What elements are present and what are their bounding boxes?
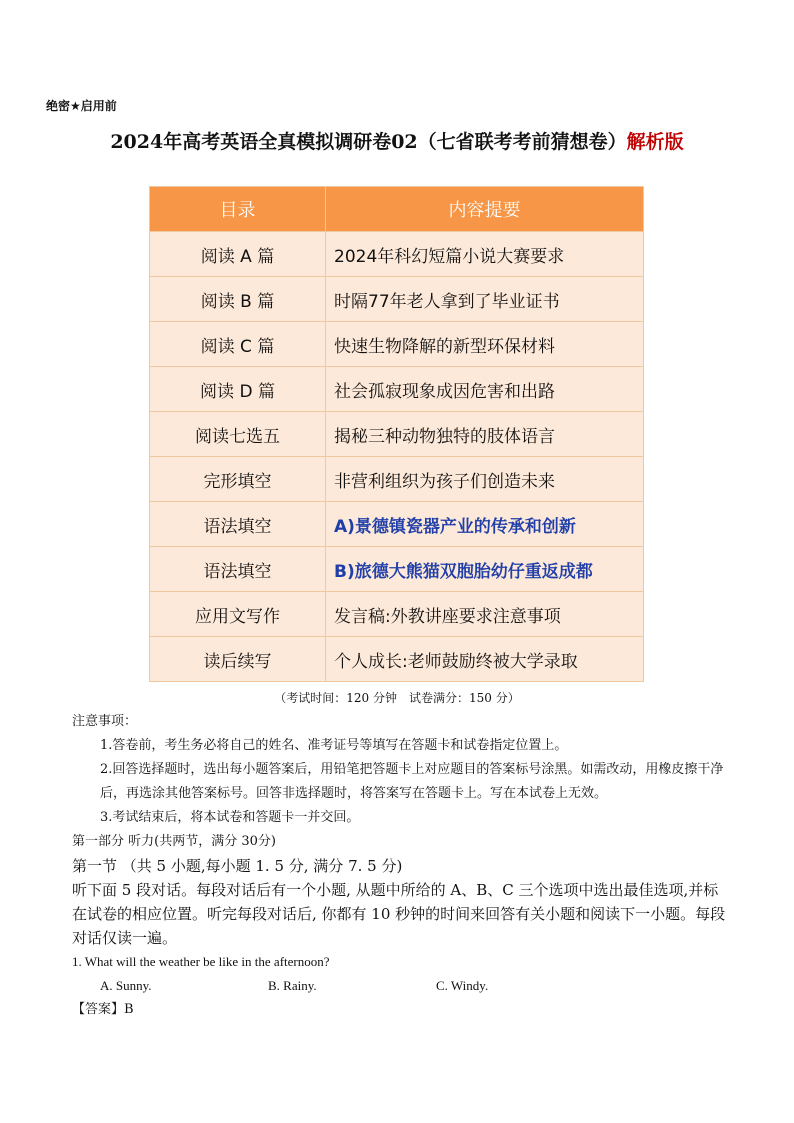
option-a: A. Sunny. bbox=[100, 978, 152, 993]
section-cell: 阅读 B 篇 bbox=[150, 277, 326, 322]
option-c: C. Windy. bbox=[436, 978, 489, 993]
part-heading: 第一部分 听力(共两节，满分 30分) bbox=[72, 834, 276, 849]
confidential-label: 绝密★启用前 bbox=[46, 99, 117, 113]
answer-line bbox=[72, 998, 732, 1022]
section-cell: 完形填空 bbox=[150, 457, 326, 502]
section-cell: 阅读 D 篇 bbox=[150, 367, 326, 412]
content-cell: B)旅德大熊猫双胞胎幼仔重返成都 bbox=[326, 547, 644, 592]
table-row bbox=[150, 457, 644, 502]
table-row bbox=[150, 637, 644, 682]
section-heading: 第一节 （共 5 小题,每小题 1. 5 分, 满分 7. 5 分) bbox=[72, 857, 403, 875]
section-cell: 阅读 C 篇 bbox=[150, 322, 326, 367]
content-cell: 非营利组织为孩子们创造未来 bbox=[326, 457, 644, 502]
table-row bbox=[150, 232, 644, 277]
question-stem: 1. What will the weather be like in the afternoon? bbox=[72, 954, 330, 969]
table-header-row bbox=[150, 187, 644, 232]
note-item: 2.回答选择题时，选出每小题答案后，用铅笔把答题卡上对应题目的答案标号涂黑。如需改动，用橡皮擦干净后，再选涂其他答案标号。回答非选择题时，将答案写在答题卡上。写在本试卷上无效。 bbox=[100, 762, 724, 801]
page-title bbox=[0, 127, 794, 154]
section-cell: 应用文写作 bbox=[150, 592, 326, 637]
answer-value: B bbox=[124, 1002, 134, 1017]
content-cell: 社会孤寂现象成因危害和出路 bbox=[326, 367, 644, 412]
answer-label: 【答案】 bbox=[72, 1002, 125, 1017]
exam-time-note: （考试时间：120 分钟 试卷满分：150 分） bbox=[274, 691, 520, 705]
content-cell: 快速生物降解的新型环保材料 bbox=[326, 322, 644, 367]
note-item: 1.答卷前，考生务必将自己的姓名、准考证号等填写在答题卡和试卷指定位置上。 bbox=[100, 738, 568, 753]
note-item: 3.考试结束后，将本试卷和答题卡一并交回。 bbox=[100, 810, 360, 825]
content-cell: 发言稿:外教讲座要求注意事项 bbox=[326, 592, 644, 637]
section-cell: 阅读 A 篇 bbox=[150, 232, 326, 277]
contents-table bbox=[149, 186, 644, 682]
header-catalog: 目录 bbox=[150, 187, 326, 232]
table-row bbox=[150, 547, 644, 592]
title-main: 2024年高考英语全真模拟调研卷02（七省联考考前猜想卷） bbox=[110, 131, 627, 153]
listening-instructions: 听下面 5 段对话。每段对话后有一个小题, 从题中所给的 A、B、C 三个选项中选出最佳选项,并标在试卷的相应位置。听完每段对话后, 你都有 10 秒钟的时间来回答有关小题和阅读下一小题。每段对话仅读一遍。 bbox=[72, 881, 726, 947]
notes-heading: 注意事项： bbox=[72, 714, 138, 729]
content-cell: 时隔77年老人拿到了毕业证书 bbox=[326, 277, 644, 322]
section-cell: 读后续写 bbox=[150, 637, 326, 682]
section-cell: 阅读七选五 bbox=[150, 412, 326, 457]
option-b: B. Rainy. bbox=[268, 978, 317, 993]
table-row bbox=[150, 277, 644, 322]
content-cell: 个人成长:老师鼓励终被大学录取 bbox=[326, 637, 644, 682]
content-cell: 揭秘三种动物独特的肢体语言 bbox=[326, 412, 644, 457]
header-summary: 内容提要 bbox=[326, 187, 644, 232]
content-cell: 2024年科幻短篇小说大赛要求 bbox=[326, 232, 644, 277]
table-row bbox=[150, 502, 644, 547]
question-options bbox=[72, 974, 732, 998]
section-cell: 语法填空 bbox=[150, 547, 326, 592]
table-row bbox=[150, 367, 644, 412]
content-cell: A)景德镇瓷器产业的传承和创新 bbox=[326, 502, 644, 547]
title-red-suffix: 解析版 bbox=[626, 131, 684, 153]
table-row bbox=[150, 322, 644, 367]
notes-section bbox=[72, 710, 732, 1022]
table-row bbox=[150, 412, 644, 457]
section-cell: 语法填空 bbox=[150, 502, 326, 547]
table-row bbox=[150, 592, 644, 637]
